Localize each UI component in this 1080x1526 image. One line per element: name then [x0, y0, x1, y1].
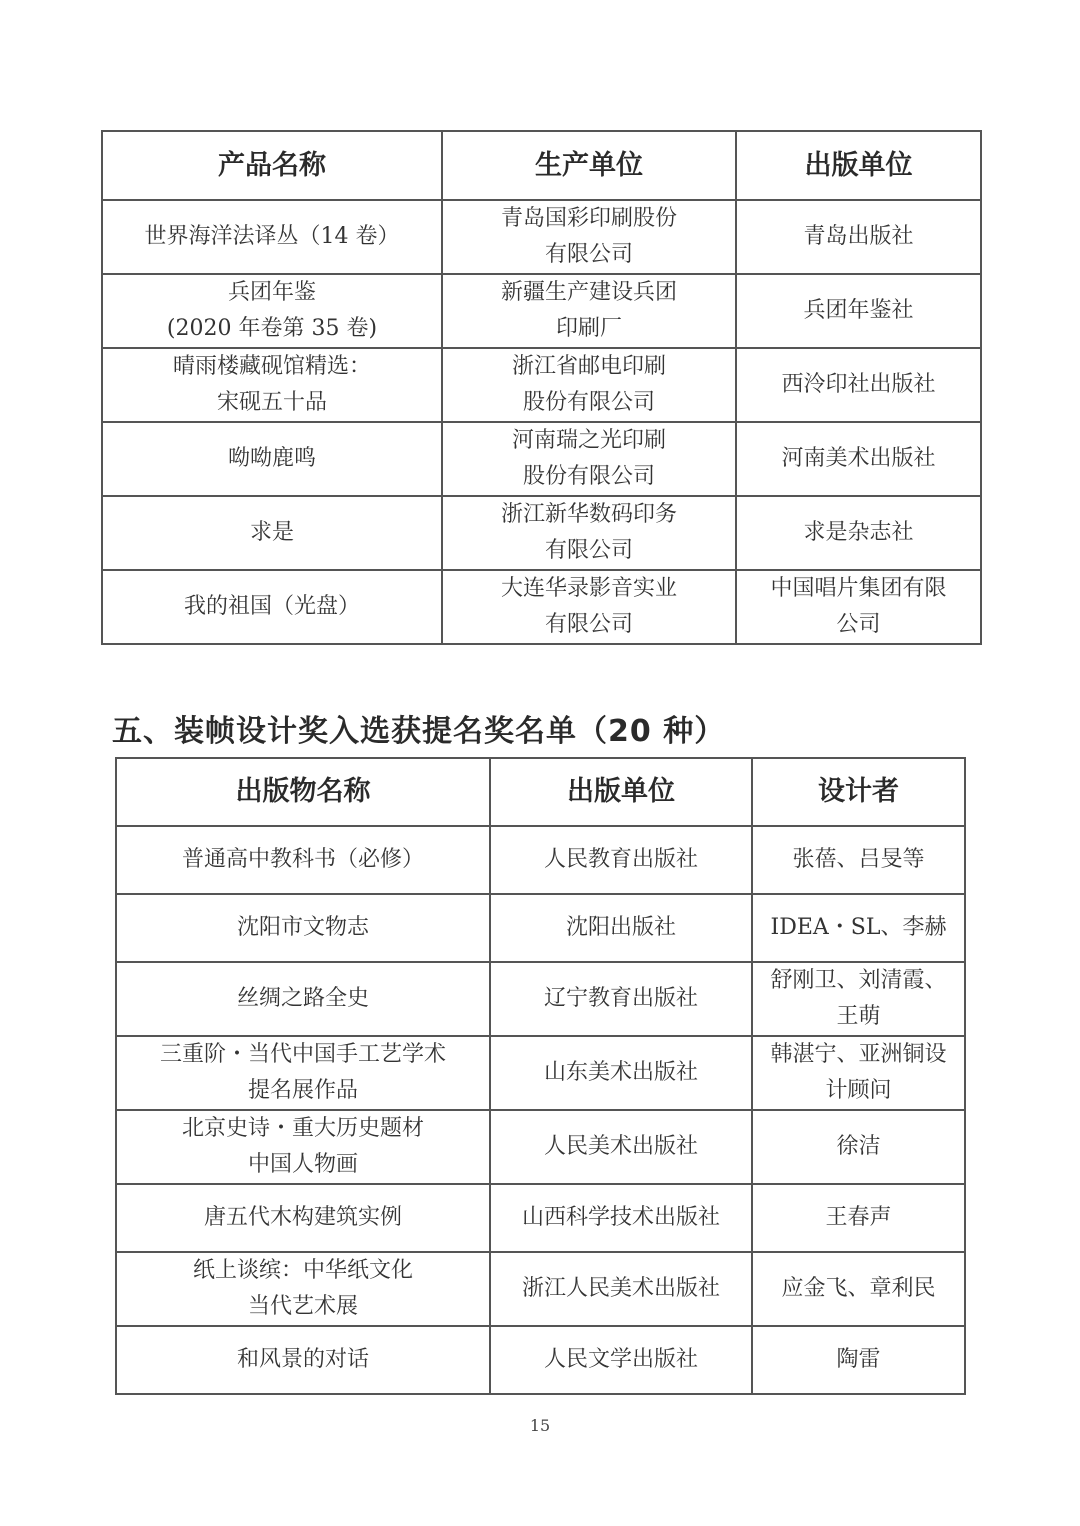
table-header-row — [102, 131, 981, 200]
publisher-cell — [490, 1326, 752, 1394]
section-heading: 五、装帧设计奖入选获提名奖名单（20 种） — [112, 714, 726, 749]
producer-cell — [442, 200, 736, 274]
publication-name-cell — [116, 1326, 490, 1394]
designer-cell — [752, 1326, 965, 1394]
header-producer: 生产单位 — [442, 131, 736, 200]
table-row — [116, 1184, 965, 1252]
producer-cell-line: 印刷厂 — [555, 316, 622, 341]
table-row — [102, 348, 981, 422]
designer-cell-line: 王萌 — [836, 1004, 881, 1029]
producer-cell — [442, 496, 736, 570]
table-row — [102, 200, 981, 274]
publisher-cell — [736, 274, 981, 348]
publication-name-cell — [116, 962, 490, 1036]
producer-cell-line: 有限公司 — [544, 612, 633, 637]
designer-cell — [752, 826, 965, 894]
product-name-cell-line: 兵团年鉴 — [227, 280, 316, 305]
product-name-cell-line: 我的祖国（光盘） — [183, 594, 360, 619]
publisher-cell-line: 沈阳出版社 — [565, 915, 676, 940]
table-row — [116, 1326, 965, 1394]
table-row — [102, 496, 981, 570]
publisher-cell — [736, 570, 981, 644]
product-name-cell — [102, 570, 442, 644]
publisher-cell — [490, 962, 752, 1036]
producer-cell-line: 河南瑞之光印刷 — [511, 428, 666, 453]
publisher-cell-line: 西泠印社出版社 — [781, 372, 936, 397]
header-publication-name: 出版物名称 — [116, 758, 490, 826]
publication-name-cell — [116, 1036, 490, 1110]
producer-cell — [442, 422, 736, 496]
publisher-cell — [736, 200, 981, 274]
table-row — [116, 962, 965, 1036]
production-award-table — [101, 130, 982, 645]
publication-name-cell — [116, 1252, 490, 1326]
designer-cell — [752, 1184, 965, 1252]
table-header-row — [116, 758, 965, 826]
publication-name-cell-line: 和风景的对话 — [236, 1347, 369, 1372]
product-name-cell-line: 世界海洋法译丛（14 卷） — [144, 224, 400, 249]
publisher-cell — [736, 496, 981, 570]
publisher-cell — [490, 826, 752, 894]
publisher-cell — [490, 894, 752, 962]
designer-cell — [752, 1036, 965, 1110]
publisher-cell-line: 青岛出版社 — [803, 224, 914, 249]
designer-cell — [752, 962, 965, 1036]
designer-cell — [752, 1110, 965, 1184]
designer-cell-line: 王春声 — [825, 1205, 892, 1230]
product-name-cell-line: 呦呦鹿鸣 — [227, 446, 316, 471]
publication-name-cell — [116, 826, 490, 894]
producer-cell — [442, 348, 736, 422]
publication-name-cell — [116, 894, 490, 962]
designer-cell-line: 舒刚卫、刘清霞、 — [770, 968, 947, 993]
producer-cell-line: 青岛国彩印刷股份 — [500, 206, 677, 231]
designer-cell-line: 计顾问 — [825, 1078, 892, 1103]
header-product-name: 产品名称 — [102, 131, 442, 200]
designer-cell-line: 陶雷 — [836, 1347, 881, 1372]
publication-name-cell-line: 当代艺术展 — [247, 1294, 358, 1319]
publisher-cell-line: 人民美术出版社 — [543, 1134, 698, 1159]
producer-cell-line: 股份有限公司 — [522, 390, 655, 415]
product-name-cell — [102, 348, 442, 422]
publication-name-cell-line: 北京史诗・重大历史题材 — [181, 1116, 424, 1141]
publisher-cell-line: 中国唱片集团有限 — [770, 576, 947, 601]
publisher-cell-line: 山东美术出版社 — [543, 1060, 698, 1085]
product-name-cell-line: 求是 — [249, 520, 294, 545]
publication-name-cell-line: 唐五代木构建筑实例 — [203, 1205, 402, 1230]
product-name-cell — [102, 496, 442, 570]
publisher-cell — [490, 1184, 752, 1252]
publication-name-cell-line: 丝绸之路全史 — [236, 986, 369, 1011]
producer-cell — [442, 274, 736, 348]
publisher-cell-line: 河南美术出版社 — [781, 446, 936, 471]
publisher-cell-line: 求是杂志社 — [803, 520, 914, 545]
product-name-cell-line: 宋砚五十品 — [216, 390, 327, 415]
publication-name-cell-line: 中国人物画 — [247, 1152, 358, 1177]
producer-cell-line: 大连华录影音实业 — [500, 576, 677, 601]
header-designer: 设计者 — [752, 758, 965, 826]
producer-cell-line: 新疆生产建设兵团 — [500, 280, 677, 305]
product-name-cell — [102, 200, 442, 274]
publisher-cell — [490, 1252, 752, 1326]
publisher-cell — [736, 348, 981, 422]
table-row — [116, 1036, 965, 1110]
table-row — [102, 570, 981, 644]
publisher-cell-line: 浙江人民美术出版社 — [521, 1276, 720, 1301]
designer-cell-line: 应金飞、章利民 — [781, 1276, 936, 1301]
producer-cell-line: 浙江省邮电印刷 — [511, 354, 666, 379]
publication-name-cell — [116, 1184, 490, 1252]
designer-cell-line: IDEA・SL、李赫 — [770, 915, 947, 940]
publication-name-cell-line: 三重阶・当代中国手工艺学术 — [159, 1042, 446, 1067]
table-row — [116, 826, 965, 894]
designer-cell — [752, 1252, 965, 1326]
table-row — [116, 894, 965, 962]
publication-name-cell-line: 沈阳市文物志 — [236, 915, 369, 940]
publisher-cell-line: 人民教育出版社 — [543, 847, 698, 872]
publisher-cell — [736, 422, 981, 496]
producer-cell-line: 股份有限公司 — [522, 464, 655, 489]
header-publisher: 出版单位 — [490, 758, 752, 826]
publication-name-cell-line: 纸上谈缤：中华纸文化 — [192, 1258, 413, 1283]
publisher-cell-line: 山西科学技术出版社 — [521, 1205, 720, 1230]
product-name-cell — [102, 422, 442, 496]
publisher-cell — [490, 1110, 752, 1184]
product-name-cell-line: 晴雨楼藏砚馆精选： — [172, 354, 371, 379]
table-row — [102, 422, 981, 496]
table-row — [116, 1252, 965, 1326]
designer-cell-line: 韩湛宁、亚洲铜设 — [770, 1042, 947, 1067]
producer-cell-line: 有限公司 — [544, 538, 633, 563]
publisher-cell-line: 人民文学出版社 — [543, 1347, 698, 1372]
designer-cell-line: 张蓓、吕旻等 — [792, 847, 925, 872]
publication-name-cell-line: 普通高中教科书（必修） — [181, 847, 424, 872]
publication-name-cell-line: 提名展作品 — [247, 1078, 358, 1103]
producer-cell — [442, 570, 736, 644]
publisher-cell-line: 公司 — [836, 612, 881, 637]
producer-cell-line: 浙江新华数码印务 — [500, 502, 677, 527]
table-row — [116, 1110, 965, 1184]
table-row — [102, 274, 981, 348]
publisher-cell-line: 兵团年鉴社 — [803, 298, 914, 323]
designer-cell-line: 徐洁 — [836, 1134, 881, 1159]
publisher-cell-line: 辽宁教育出版社 — [543, 986, 698, 1011]
publisher-cell — [490, 1036, 752, 1110]
publication-name-cell — [116, 1110, 490, 1184]
page-number: 15 — [529, 1416, 551, 1435]
header-publisher: 出版单位 — [736, 131, 981, 200]
design-award-table — [115, 757, 966, 1395]
producer-cell-line: 有限公司 — [544, 242, 633, 267]
product-name-cell-line: (2020 年卷第 35 卷) — [166, 316, 378, 341]
designer-cell — [752, 894, 965, 962]
product-name-cell — [102, 274, 442, 348]
